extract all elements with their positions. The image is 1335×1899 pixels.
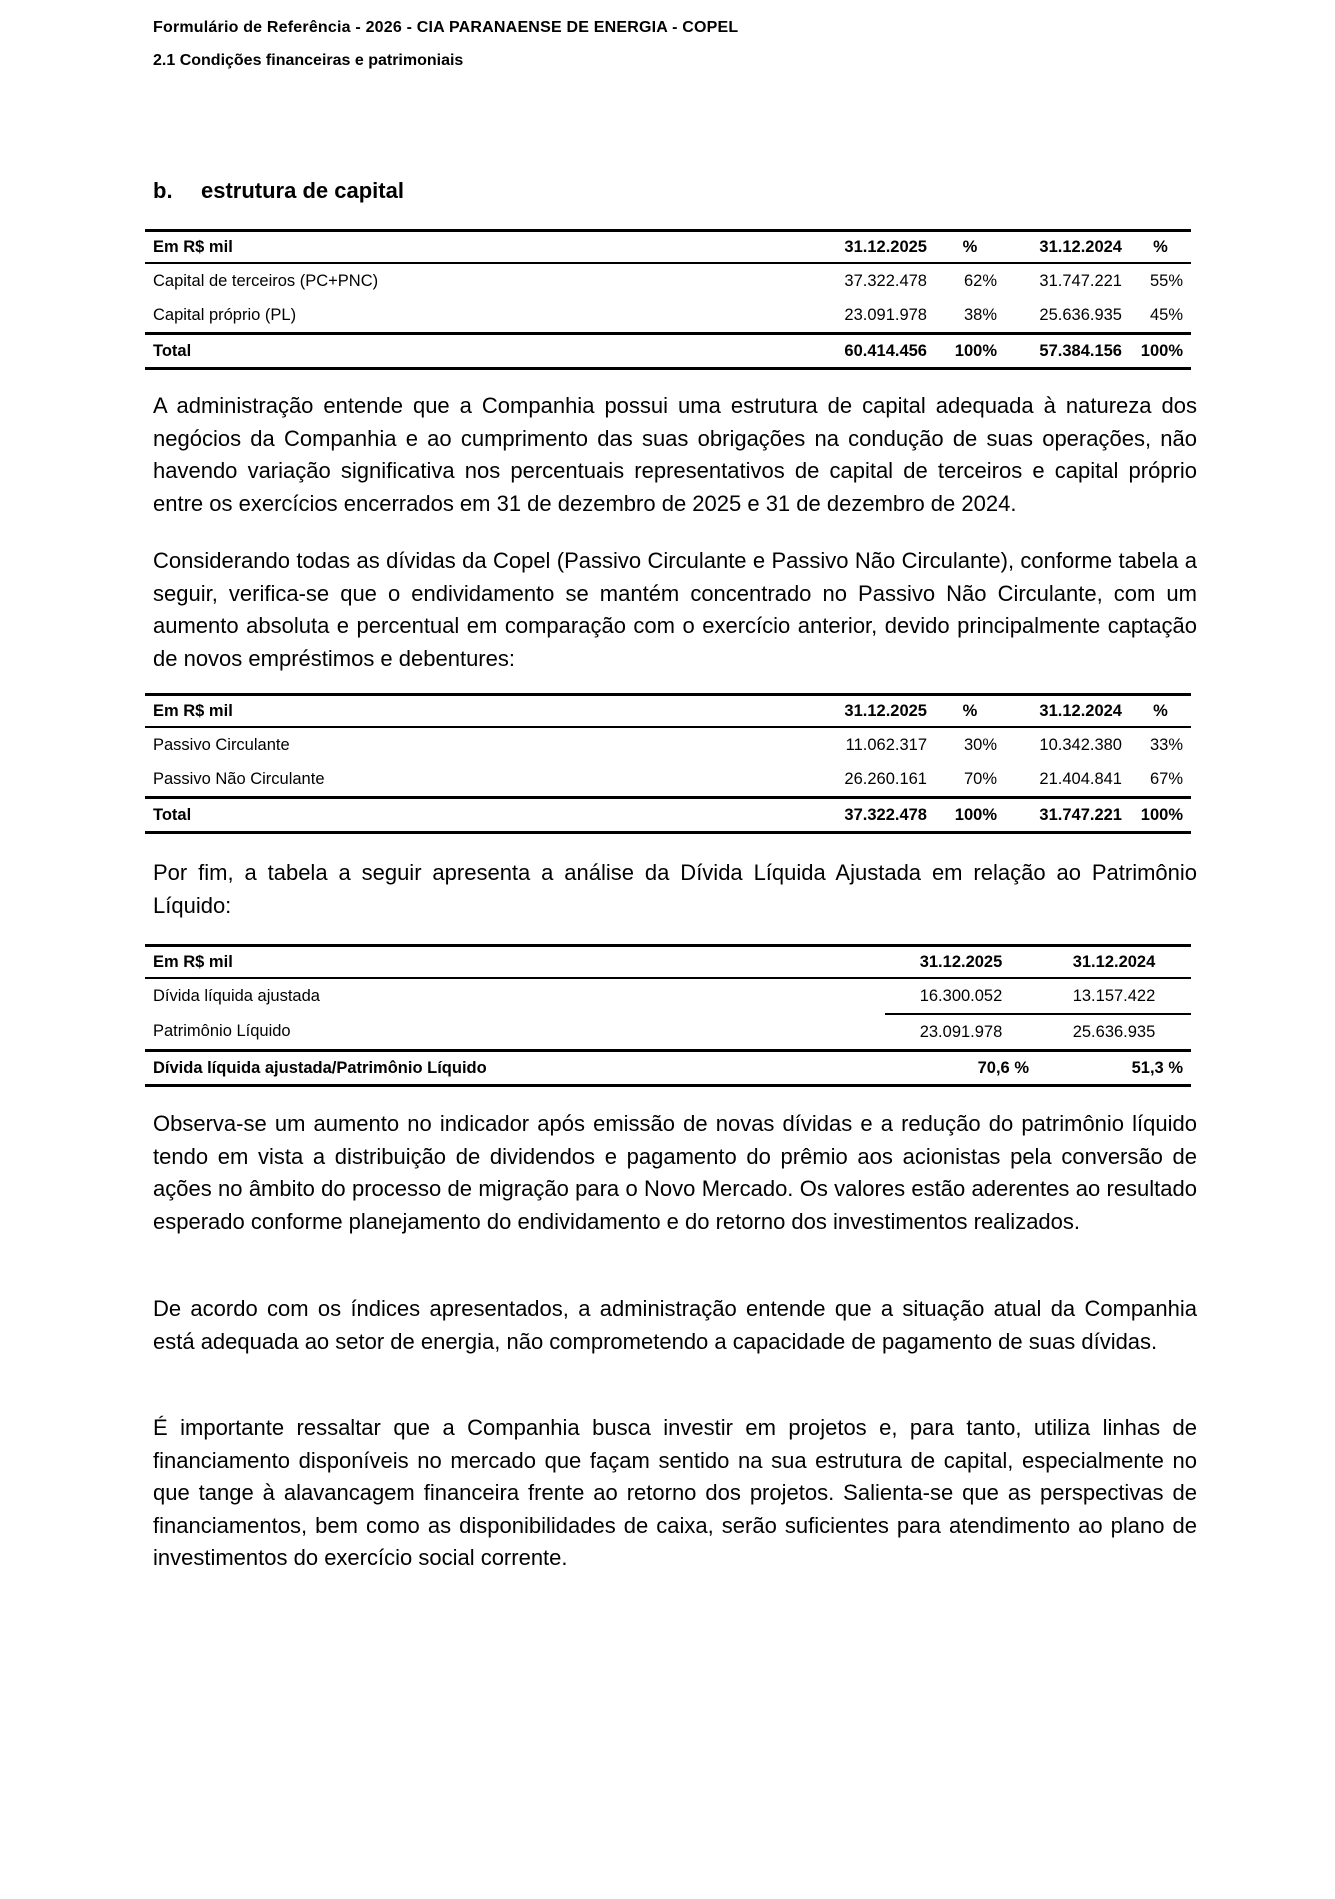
column-header: Em R$ mil [145,695,785,728]
table-cell: 62% [963,271,997,290]
paragraph [153,1412,1197,1575]
table-cell: 31.747.221 [1005,798,1130,833]
column-header: 31.12.2025 [785,231,935,264]
debt-composition-table [145,693,1191,834]
paragraph [153,857,1197,922]
document-header-subtitle: 2.1 Condições financeiras e patrimoniais [153,52,464,69]
column-header: % [1130,695,1191,728]
table-cell: 57.384.156 [1005,334,1130,369]
table-cell: 100% [1130,334,1191,369]
row-label: Total [145,798,785,833]
table-header-row [145,231,1191,264]
table-cell: 26.260.161 [844,769,927,788]
section-title [153,178,404,204]
table-total-row [145,798,1191,833]
table-cell: 100% [935,334,1005,369]
table-cell: 67% [1149,769,1183,788]
table-cell: 21.404.841 [1039,769,1122,788]
table-row [145,727,1191,762]
table-header-row [145,695,1191,728]
column-header: % [1130,231,1191,264]
table-cell: 10.342.380 [1039,735,1122,754]
section-letter: b. [153,178,173,203]
column-header: 31.12.2024 [1005,695,1130,728]
table-row [145,1014,1191,1051]
table-cell: 45% [1149,305,1183,324]
table-cell: 25.636.935 [1072,1022,1156,1041]
paragraph [153,390,1197,520]
table-cell: 13.157.422 [1037,978,1191,1014]
column-header: 31.12.2025 [785,695,935,728]
table-total-row [145,334,1191,369]
row-label: Dívida líquida ajustada [153,987,320,1005]
paragraph-text: Observa-se um aumento no indicador após emissão de novas dívidas e a redução do patrimônio líquido tendo em vista a distribuição de dividendos e pagamento do prêmio aos acionistas pela conversão de ações no âmbito do processo de migração para o Novo Mercado. Os valores estão aderentes ao resultado esperado conforme planejamento do endividamento e do retorno dos investimentos realizados. [153,1111,1197,1234]
document-header-title: Formulário de Referência - 2026 - CIA PARANAENSE DE ENERGIA - COPEL [153,19,739,36]
column-header: 31.12.2024 [1005,231,1130,264]
table-cell: 30% [963,735,997,754]
row-label: Total [145,334,785,369]
paragraph-text: É importante ressaltar que a Companhia busca investir em projetos e, para tanto, utiliza linhas de financiamento disponíveis no mercado que façam sentido na sua estrutura de capital, especialmente no que tange à alavancagem financeira frente ao retorno dos projetos. Salienta-se que as perspectivas de financiamentos, bem como as disponibilidades de caixa, serão suficientes para atendimento ao plano de investimentos do exercício social corrente. [153,1415,1197,1570]
table-cell: 55% [1149,271,1183,290]
row-label: Capital de terceiros (PC+PNC) [153,271,379,290]
section-title-text: estrutura de capital [201,178,404,203]
table-cell: 100% [1130,798,1191,833]
table-cell: 25.636.935 [1039,305,1122,324]
table-total-row [145,1051,1191,1086]
table-row [145,263,1191,298]
row-label: Dívida líquida ajustada/Patrimônio Líquido [145,1051,885,1086]
table-cell: 16.300.052 [885,978,1037,1014]
table-cell: 33% [1149,735,1183,754]
table-cell: 51,3 % [1037,1051,1191,1086]
table-cell: 11.062.317 [845,735,927,754]
table-cell: 37.322.478 [844,271,927,290]
table-cell: 60.414.456 [785,334,935,369]
paragraph-text: Considerando todas as dívidas da Copel (Passivo Circulante e Passivo Não Circulante), conforme tabela a seguir, verifica-se que o endividamento se mantém concentrado no Passivo Não Circulante, com um aumento absoluta e percentual em comparação com o exercício anterior, devido principalmente captação de novos empréstimos e debentures: [153,548,1197,671]
table-cell: 23.091.978 [919,1022,1003,1041]
paragraph-text: A administração entende que a Companhia possui uma estrutura de capital adequada à natureza dos negócios da Companhia e ao cumprimento das suas obrigações na condução de suas operações, não havendo variação significativa nos percentuais representativos de capital de terceiros e capital próprio entre os exercícios encerrados em 31 de dezembro de 2025 e 31 de dezembro de 2024. [153,393,1197,516]
paragraph [153,1293,1197,1358]
paragraph [153,1108,1197,1238]
table-row [145,298,1191,334]
row-label: Passivo Circulante [153,735,290,754]
column-header: % [935,231,1005,264]
table-row [145,762,1191,798]
column-header: 31.12.2024 [1037,946,1191,979]
paragraph-text: De acordo com os índices apresentados, a administração entende que a situação atual da Companhia está adequada ao setor de energia, não comprometendo a capacidade de pagamento de suas dívidas. [153,1296,1197,1354]
table-cell: 70,6 % [885,1051,1037,1086]
table-header-row [145,946,1191,979]
column-header: 31.12.2025 [885,946,1037,979]
net-debt-equity-table [145,944,1191,1087]
table-cell: 100% [935,798,1005,833]
capital-structure-table [145,229,1191,370]
row-label: Capital próprio (PL) [153,305,297,324]
paragraph-text: Por fim, a tabela a seguir apresenta a análise da Dívida Líquida Ajustada em relação ao Patrimônio Líquido: [153,860,1197,918]
table-row [145,978,1191,1014]
row-label: Passivo Não Circulante [153,769,325,788]
column-header: % [935,695,1005,728]
row-label: Patrimônio Líquido [153,1022,291,1040]
column-header: Em R$ mil [145,231,785,264]
column-header: Em R$ mil [145,946,885,979]
table-cell: 70% [963,769,997,788]
table-cell: 38% [963,305,997,324]
paragraph [153,545,1197,675]
table-cell: 37.322.478 [785,798,935,833]
table-cell: 23.091.978 [844,305,927,324]
table-cell: 31.747.221 [1039,271,1122,290]
